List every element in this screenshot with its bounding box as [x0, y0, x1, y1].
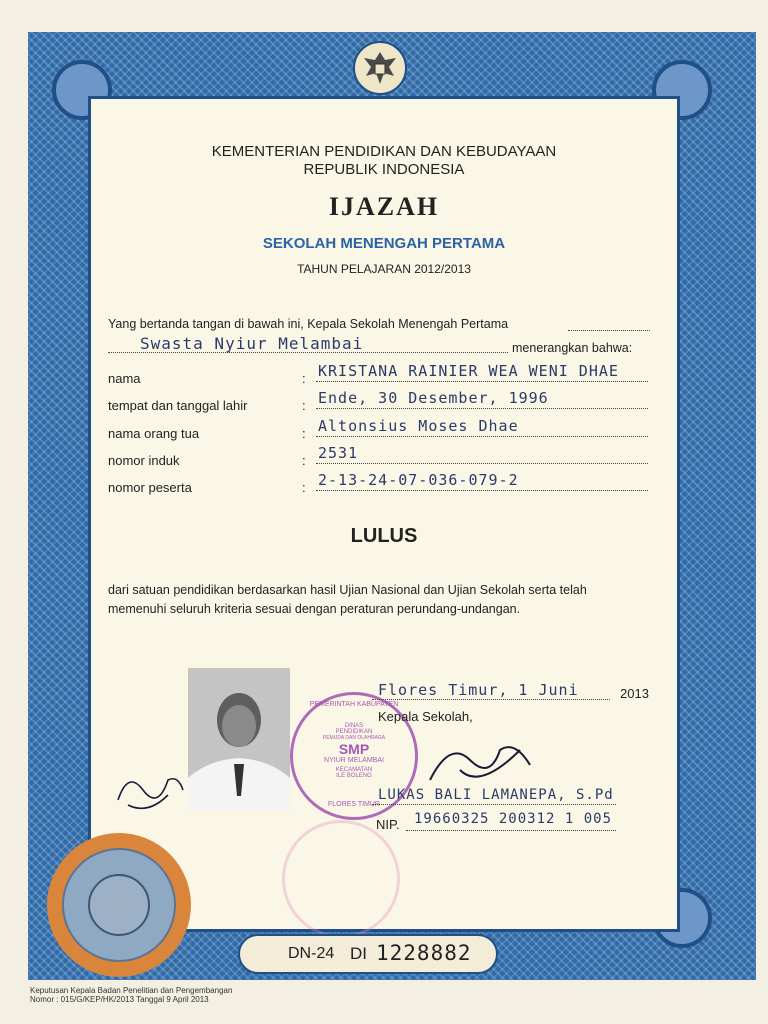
field-colon: :: [302, 426, 306, 441]
field-colon: :: [302, 480, 306, 495]
garuda-emblem-icon: [352, 40, 408, 96]
field-dotline: [316, 408, 648, 409]
stamp-top-text: PEMERINTAH KABUPATEN: [309, 701, 399, 708]
stamp-center-text: SMP: [338, 741, 370, 757]
stamp-line-6: ILE BOLENG: [336, 773, 372, 779]
statement-line-1: dari satuan pendidikan berdasarkan hasil Ujian Nasional dan Ujian Sekolah serta telah: [108, 583, 587, 597]
stamp-center: [293, 723, 415, 779]
stamp-line-2: PENDIDIKAN: [335, 729, 373, 735]
serial-code: DN-24: [288, 945, 335, 962]
field-label-birth: tempat dan tanggal lahir: [108, 398, 248, 413]
school-name-handwritten: Swasta Nyiur Melambai: [140, 334, 364, 353]
left-signature: [108, 760, 188, 820]
field-value-birth: Ende, 30 Desember, 1996: [318, 389, 549, 407]
field-colon: :: [302, 453, 306, 468]
field-dotline: [316, 463, 648, 464]
academic-year: TAHUN PELAJARAN 2012/2013: [297, 262, 471, 276]
footer-line-2: Nomor : 015/G/KEP/HK/2013 Tanggal 9 April 2013: [30, 995, 209, 1004]
ministry-line-1: KEMENTERIAN PENDIDIKAN DAN KEBUDAYAAN: [211, 143, 557, 160]
signature-year: 2013: [620, 686, 649, 701]
signature-place-date: Flores Timur, 1 Juni: [378, 681, 579, 699]
result-text: LULUS: [350, 525, 418, 547]
stamp-bottom-text: FLORES TIMUR: [328, 801, 380, 808]
nip-dotline: [406, 830, 616, 831]
field-dotline: [316, 490, 648, 491]
nip-value: 19660325 200312 1 005: [414, 811, 613, 827]
principal-name: LUKAS BALI LAMANEPA, S.Pd: [378, 787, 614, 803]
place-date-dotline: [372, 699, 610, 700]
field-colon: :: [302, 398, 306, 413]
field-label-nama: nama: [108, 371, 141, 386]
stamp-line-1: DINAS: [344, 723, 364, 729]
nip-label: NIP.: [376, 817, 400, 832]
footer-line-1: Keputusan Kepala Badan Penelitian dan Pengembangan: [30, 986, 233, 995]
stamp-line-5: KECAMATAN: [335, 767, 373, 773]
field-label-parent: nama orang tua: [108, 426, 200, 441]
statement-line-2: memenuhi seluruh kriteria sesuai dengan peraturan perundang-undangan.: [108, 602, 521, 616]
faded-stamp: [282, 820, 400, 938]
field-label-participant-no: nomor peserta: [108, 480, 192, 495]
field-value-nama: KRISTANA RAINIER WEA WENI DHAE: [318, 362, 619, 380]
principal-name-dotline: [372, 804, 616, 805]
certificate-title: IJAZAH: [328, 192, 440, 221]
serial-prefix: DI: [350, 944, 367, 963]
hologram-seal-icon: [44, 830, 194, 980]
ministry-line-2: REPUBLIK INDONESIA: [303, 161, 465, 178]
serial-number: 1228882: [376, 941, 472, 965]
intro-dotline-1: [568, 330, 650, 331]
stamp-line-3: PEMUDA DAN OLAHRAGA: [322, 735, 386, 741]
field-colon: :: [302, 371, 306, 386]
signature-role: Kepala Sekolah,: [378, 709, 473, 724]
stamp-line-4: NYIUR MELAMBAI: [324, 757, 384, 764]
student-photo: [188, 668, 290, 810]
field-label-student-id: nomor induk: [108, 453, 180, 468]
serial-number-box: [238, 934, 498, 974]
field-value-student-id: 2531: [318, 444, 359, 462]
field-value-parent: Altonsius Moses Dhae: [318, 417, 519, 435]
school-level: SEKOLAH MENENGAH PERTAMA: [262, 235, 506, 252]
field-dotline: [316, 436, 648, 437]
intro-line: Yang bertanda tangan di bawah ini, Kepala Sekolah Menengah Pertama: [108, 317, 509, 331]
certifies-text: menerangkan bahwa:: [512, 341, 633, 355]
field-value-participant-no: 2-13-24-07-036-079-2: [318, 471, 519, 489]
field-dotline: [316, 381, 648, 382]
